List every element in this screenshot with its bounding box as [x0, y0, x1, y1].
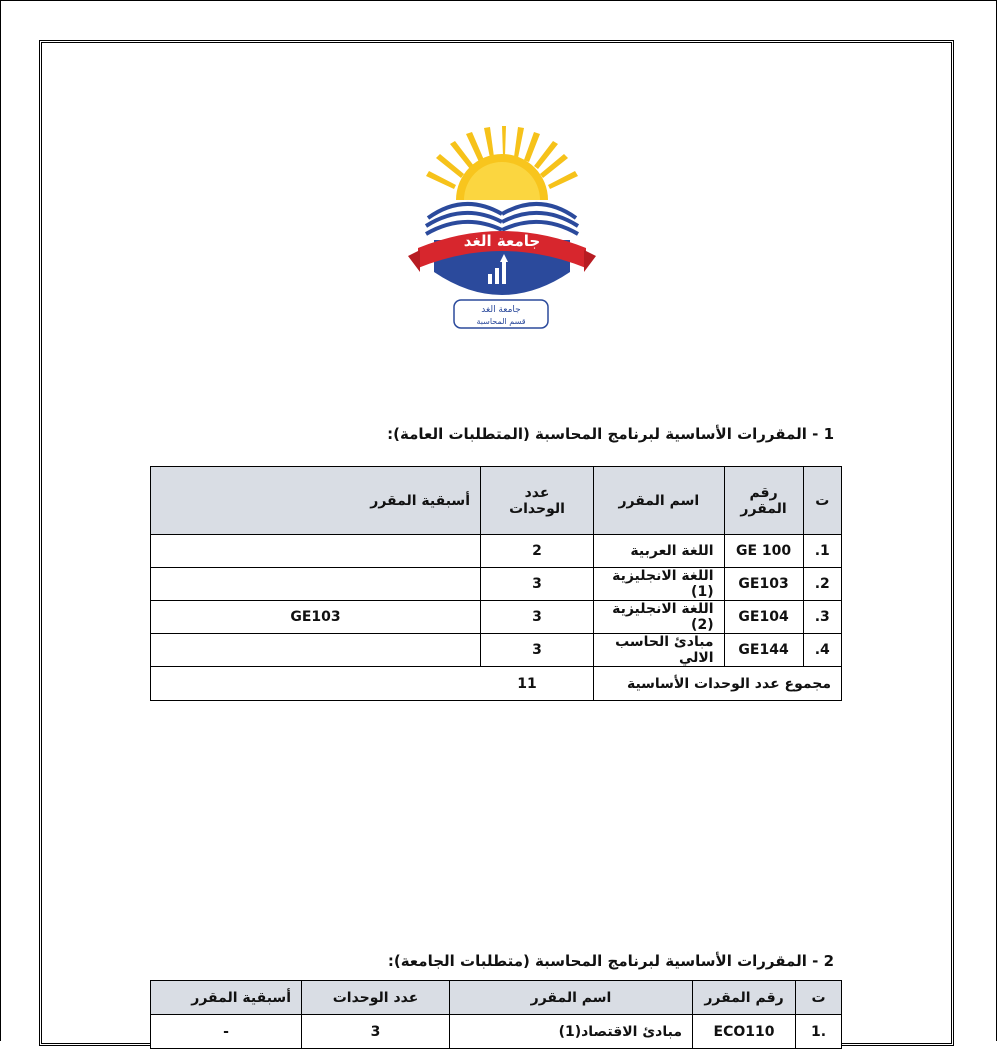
total-value: 11 — [517, 675, 537, 692]
table-row — [151, 1015, 842, 1049]
header-code: رقم المقرر — [724, 467, 803, 535]
total-row — [151, 667, 842, 701]
row-code: ECO110 — [713, 1023, 775, 1040]
logo-plate-line1: جامعة الغد — [481, 305, 521, 315]
row-units: 3 — [481, 634, 594, 667]
row-name: اللغة الانجليزية (2) — [594, 601, 725, 634]
row-code: GE103 — [738, 576, 789, 592]
row-units: 3 — [481, 568, 594, 601]
row-code: GE144 — [738, 642, 789, 658]
row-name: اللغة العربية — [594, 535, 725, 568]
section1-table — [150, 466, 842, 701]
total-label: مجموع عدد الوحدات الأساسية — [594, 667, 842, 701]
row-prereq: - — [151, 1015, 302, 1049]
row-num: .2 — [814, 576, 830, 592]
table-header-row — [151, 981, 842, 1015]
table-row — [151, 568, 842, 601]
header-prereq: أسبقية المقرر — [151, 981, 302, 1015]
header-units-line1: عدد — [524, 484, 550, 501]
header-prereq: أسبقية المقرر — [151, 467, 481, 535]
section1-title: 1 - المقررات الأساسية لبرنامج المحاسبة (المتطلبات العامة): — [387, 425, 834, 443]
row-num: .4 — [814, 642, 830, 658]
row-name: مبادئ الحاسب الالي — [594, 634, 725, 667]
header-num: ت — [803, 467, 841, 535]
header-num: ت — [796, 981, 842, 1015]
row-name: اللغة الانجليزية (1) — [594, 568, 725, 601]
section2-title: 2 - المقررات الأساسية لبرنامج المحاسبة (متطلبات الجامعة): — [387, 952, 834, 970]
row-code: GE 100 — [735, 543, 792, 559]
row-code: GE104 — [738, 609, 789, 625]
header-name: اسم المقرر — [594, 467, 725, 535]
row-prereq — [151, 535, 481, 568]
row-prereq — [151, 634, 481, 667]
header-code: رقم المقرر — [693, 981, 796, 1015]
header-units: عدد الوحدات — [302, 981, 450, 1015]
university-logo — [404, 122, 600, 332]
logo-banner-text: جامعة الغد — [463, 232, 541, 250]
logo-plate-line2: قسم المحاسبة — [476, 317, 526, 326]
row-units: 3 — [481, 601, 594, 634]
row-units: 3 — [302, 1015, 450, 1049]
row-name: مبادئ الاقتصاد(1) — [450, 1015, 693, 1049]
table-row — [151, 535, 842, 568]
header-units-line2: الوحدات — [509, 500, 565, 517]
row-num: .3 — [814, 609, 830, 625]
row-prereq: GE103 — [151, 601, 481, 634]
header-units — [481, 467, 594, 535]
table-row — [151, 634, 842, 667]
table-header-row — [151, 467, 842, 535]
header-name: اسم المقرر — [450, 981, 693, 1015]
row-num: 1. — [810, 1023, 827, 1040]
row-num: .1 — [814, 543, 830, 559]
row-units: 2 — [481, 535, 594, 568]
row-prereq — [151, 568, 481, 601]
section2-table — [150, 980, 842, 1049]
table-row — [151, 601, 842, 634]
